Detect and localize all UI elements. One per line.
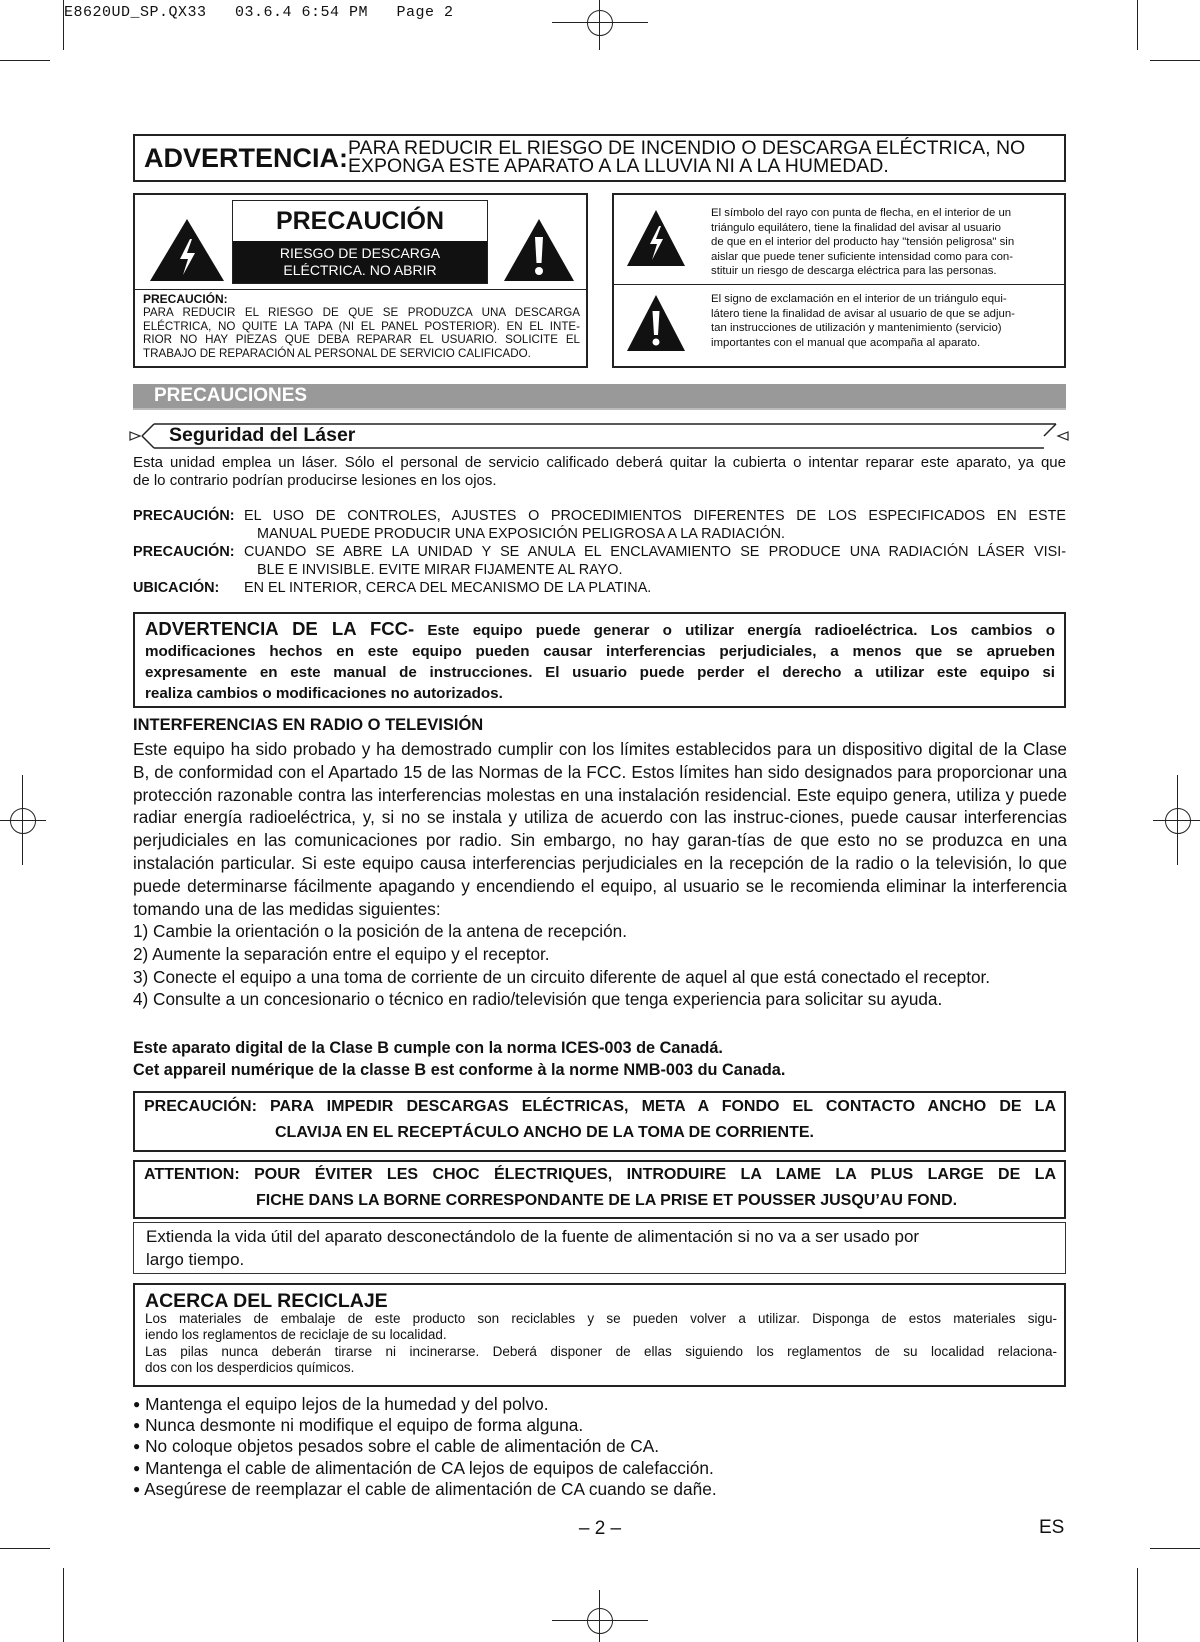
exclamation-symbol-line: tan instrucciones de utilización y mantenimiento (servicio)	[711, 322, 1002, 334]
laser-caution-row	[133, 579, 1066, 597]
caution-subtitle-bar	[233, 241, 487, 283]
exclamation-warning-icon	[502, 217, 576, 283]
section-title: PRECAUCIONES	[154, 385, 308, 406]
caution-small-line: TRABAJO DE REPARACIÓN AL PERSONAL DE SERVICIO CALIFICADO.	[143, 346, 531, 360]
laser-intro-line: Esta unidad emplea un láser. Sólo el personal de servicio calificado deberá quitar la cubierta o intentar reparar este aparato, ya que	[133, 454, 1066, 471]
caution-small-text	[143, 306, 580, 360]
bullet-text: Mantenga el equipo lejos de la humedad y del polvo.	[145, 1394, 549, 1414]
caution-small-label: PRECAUCIÓN:	[143, 292, 228, 306]
fcc-text	[145, 618, 1055, 704]
laser-caution-line: EN EL INTERIOR, CERCA DEL MECANISMO DE LA PLATINA.	[244, 580, 652, 596]
interference-list-item: 2) Aumente la separación entre el equipo y el receptor.	[133, 943, 550, 964]
exclamation-symbol-line: látero tiene la finalidad de avisar al usuario de que se adjun-	[711, 307, 1015, 320]
bullet-text: Asegúrese de reemplazar el cable de alimentación de CA cuando se dañe.	[144, 1478, 717, 1499]
recycling-line: dos con los desperdicios químicos.	[145, 1359, 355, 1375]
laser-caution-label: PRECAUCIÓN:	[133, 508, 235, 524]
canada-line: Cet appareil numérique de la classe B est conforme à la norme NMB-003 du Canada.	[133, 1061, 786, 1079]
plug-caution-fr	[133, 1160, 1066, 1219]
lightning-symbol-text	[711, 206, 1057, 279]
warning-label: ADVERTENCIA:	[144, 143, 349, 173]
unplug-note-box	[133, 1222, 1066, 1274]
exclamation-symbol-line: importantes con el manual que acompaña al aparato.	[711, 336, 981, 349]
interference-list-item: 4) Consulte a un concesionario o técnico en radio/televisión que tenga experiencia para solicitar su ayuda.	[133, 989, 943, 1010]
lightning-symbol-line: stituir un riesgo de descarga eléctrica para las personas.	[711, 265, 997, 277]
bullet-icon: ●	[133, 1439, 141, 1454]
laser-intro-line: de lo contrario podrían producirse lesiones en los ojos.	[133, 472, 497, 489]
plug-fr-line-2: FICHE DANS LA BORNE CORRESPONDANTE DE LA PRISE ET POUSSER JUSQU’AU FOND.	[256, 1192, 958, 1209]
caution-small-line: ELÉCTRICA, NO QUITE LA TAPA (NI EL PANEL POSTERIOR). EN EL INTE-	[143, 319, 580, 333]
symbols-box	[612, 193, 1066, 368]
subsection-title: Seguridad del Láser	[169, 424, 356, 446]
bullet-text: No coloque objetos pesados sobre el cable de alimentación de CA.	[145, 1436, 660, 1457]
laser-caution-row	[133, 507, 1066, 543]
canada-compliance	[133, 1037, 785, 1081]
recycling-line: Las pilas nunca deberán tirarse ni incinerarse. Deberá disponer de ellas siguiendo los reglamentos de su localidad relaciona-	[145, 1343, 1057, 1359]
page-number: – 2 –	[578, 1518, 622, 1539]
language-code: ES	[1039, 1517, 1065, 1538]
exclamation-symbol-text	[711, 292, 1057, 350]
lightning-symbol-icon	[625, 208, 687, 268]
caution-small-line: PARA REDUCIR EL RIESGO DE QUE SE PRODUZCA UNA DESCARGA	[143, 306, 580, 319]
recycling-line: Los materiales de embalaje de este producto son reciclables y se pueden volver a utilizar. Disponga de estos materiales sigu-	[145, 1311, 1057, 1326]
bullet-item	[133, 1479, 717, 1500]
lightning-symbol-line: El símbolo del rayo con punta de flecha, en el interior de un	[711, 207, 1012, 219]
interference-list-item: 3) Conecte el equipo a una toma de corriente de un circuito diferente de aquel al que está conectado el receptor.	[133, 966, 991, 987]
laser-caution-line: CUANDO SE ABRE LA UNIDAD Y SE ANULA EL ENCLAVAMIENTO SE PRODUCE UNA RADIACIÓN LÁSER VISI-	[244, 544, 1066, 560]
fcc-warning-box	[133, 612, 1066, 708]
fcc-line: Este equipo puede generar o utilizar energía radioeléctrica. Los cambios o	[427, 622, 1055, 639]
interference-title: INTERFERENCIAS EN RADIO O TELEVISIÓN	[133, 716, 484, 734]
lightning-symbol-line: de que en el interior del producto hay "tensión peligrosa" sin	[711, 236, 1015, 248]
fcc-line: modificaciones hechos en este equipo pueden causar interferencias perjudiciales, a menos que se aprueben	[145, 643, 1055, 660]
lightning-warning-icon	[148, 217, 226, 283]
laser-caution-line: BLE E INVISIBLE. EVITE MIRAR FIJAMENTE AL RAYO.	[257, 562, 623, 578]
fcc-line: expresamente en este manual de instrucciones. El usuario puede perder el derecho a utilizar este equipo si	[145, 664, 1055, 681]
caution-label-panel	[232, 200, 488, 284]
bullet-text: Nunca desmonte ni modifique el equipo de forma alguna.	[145, 1415, 584, 1436]
recycling-box	[133, 1283, 1066, 1387]
bullet-item	[133, 1436, 717, 1457]
caution-subtitle-2: ELÉCTRICA. NO ABRIR	[283, 262, 437, 278]
caution-subtitle-1: RIESGO DE DESCARGA	[279, 245, 441, 261]
plug-es-line-1: PRECAUCIÓN: PARA IMPEDIR DESCARGAS ELÉCTRICAS, META A FONDO EL CONTACTO ANCHO DE LA	[144, 1098, 1056, 1115]
interference-list-item: 1) Cambie la orientación o la posición de la antena de recepción.	[133, 921, 627, 941]
interference-paragraph: Este equipo ha sido probado y ha demostrado cumplir con los límites establecidos para un dispositivo digital de la Clase B, de conformidad con el Apartado 15 de las Normas de la FCC. Estos límites han sido designados para proporcionar una protección razonable contra las interferencias molestas en una instalación residencial. Este equipo genera, utiliza y puede radiar energía radioeléctrica, y, si no se instala y utiliza de acuerdo con las instruc-ciones, puede causar interferencias perjudiciales en las comunicaciones por radio. Sin embargo, no hay garan-tías de que esto no se produzca en una instalación particular. Si este equipo causa interferencias perjudiciales en la recepción de la radio o la televisión, lo que puede determinarse fácilmente apagando y encendiendo el equipo, al usuario se le recomienda eliminar la interferencia tomando una de las medidas siguientes:	[133, 739, 1067, 919]
warning-line-2: EXPONGA ESTE APARATO A LA LLUVIA NI A LA HUMEDAD.	[348, 155, 889, 177]
laser-caution-line: MANUAL PUEDE PRODUCIR UNA EXPOSICIÓN PELIGROSA A LA RADIACIÓN.	[257, 526, 786, 542]
fire-warning-box	[133, 134, 1066, 182]
laser-caution-label: PRECAUCIÓN:	[133, 544, 235, 560]
plug-fr-line-1: ATTENTION: POUR ÉVITER LES CHOC ÉLECTRIQUES, INTRODUIRE LA LAME LA PLUS LARGE DE LA	[144, 1166, 1056, 1183]
fcc-title: ADVERTENCIA DE LA FCC-	[145, 618, 415, 639]
laser-cautions	[133, 507, 1066, 597]
unplug-line: Extienda la vida útil del aparato desconectándolo de la fuente de alimentación si no va a ser usado por	[146, 1227, 920, 1246]
laser-caution-line: EL USO DE CONTROLES, AJUSTES O PROCEDIMIENTOS DIFERENTES DE LOS ESPECIFICADOS EN ESTE	[244, 508, 1066, 524]
warning-line-1: PARA REDUCIR EL RIESGO DE INCENDIO O DESCARGA ELÉCTRICA, NO	[348, 137, 1026, 159]
exclamation-symbol-line: El signo de exclamación en el interior de un triángulo equi-	[711, 293, 1007, 305]
unplug-note	[146, 1225, 919, 1271]
laser-caution-row	[133, 543, 1066, 579]
bullet-icon: ●	[133, 1460, 141, 1475]
laser-caution-label: UBICACIÓN:	[133, 580, 220, 596]
plug-caution-es	[133, 1091, 1066, 1152]
caution-title: PRECAUCIÓN	[275, 207, 445, 235]
lightning-symbol-line: triángulo equilátero, tiene la finalidad del avisar al usuario	[711, 221, 1002, 234]
plug-es-line-2: CLAVIJA EN EL RECEPTÁCULO ANCHO DE LA TOMA DE CORRIENTE.	[275, 1124, 814, 1141]
bullet-item	[133, 1415, 717, 1436]
interference-list	[133, 920, 1067, 1011]
caution-small-line: RIOR NO HAY PIEZAS QUE DEBA REPARAR EL USUARIO. SOLICITE EL	[143, 333, 580, 347]
exclamation-symbol-icon	[625, 293, 687, 353]
shock-caution-box	[133, 193, 588, 368]
recycling-title: ACERCA DEL RECICLAJE	[145, 1290, 388, 1312]
section-title-bar	[133, 384, 1066, 408]
recycling-line: iendo los reglamentos de reciclaje de su localidad.	[145, 1327, 447, 1343]
print-slug: E8620UD_SP.QX33 03.6.4 6:54 PM Page 2	[64, 4, 454, 21]
unplug-line: largo tiempo.	[146, 1250, 245, 1269]
fcc-line: realiza cambios o modificaciones no autorizados.	[145, 685, 503, 702]
bullet-item	[133, 1458, 717, 1479]
bullet-item	[133, 1394, 717, 1415]
canada-line: Este aparato digital de la Clase B cumple con la norma ICES-003 de Canadá.	[133, 1039, 723, 1057]
lightning-symbol-line: aislar que puede tener suficiente intensidad como para con-	[711, 250, 1014, 263]
bullet-icon: ●	[133, 1397, 141, 1411]
laser-intro	[133, 454, 1066, 490]
bullet-icon: ●	[133, 1481, 141, 1496]
bullet-text: Mantenga el cable de alimentación de CA lejos de equipos de calefacción.	[145, 1457, 714, 1478]
bullet-icon: ●	[133, 1418, 141, 1433]
recycling-text	[145, 1311, 1057, 1376]
safety-bullets	[133, 1394, 717, 1500]
